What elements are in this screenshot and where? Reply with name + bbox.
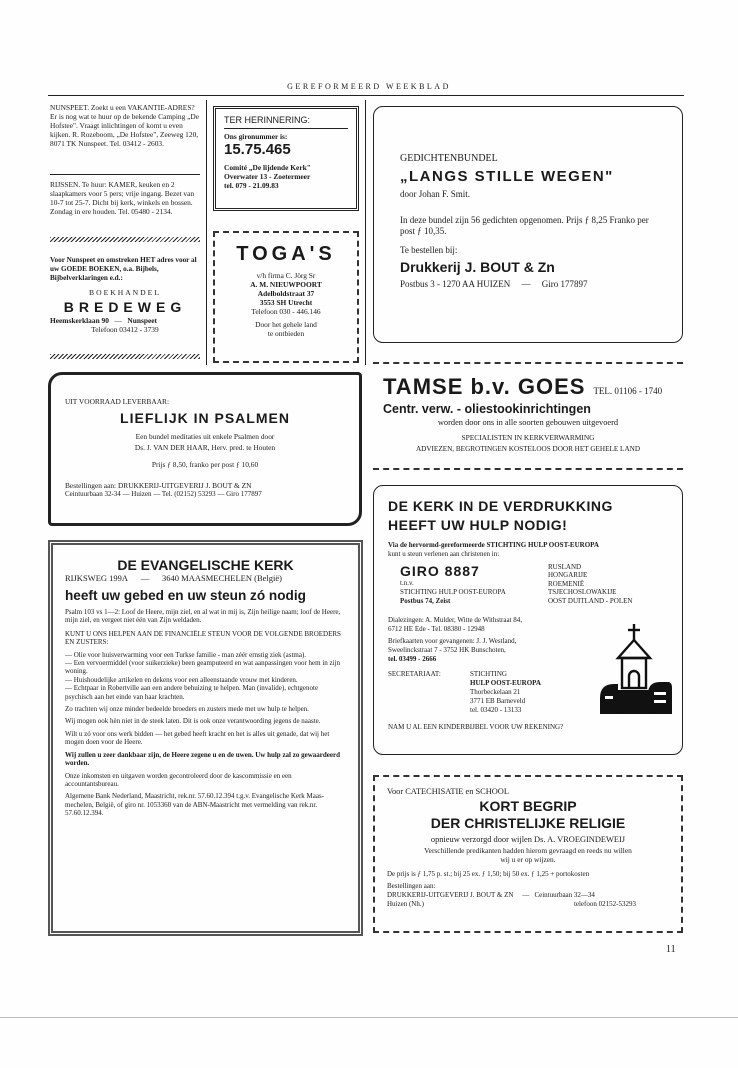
gedichten-address: Postbus 3 - 1270 AA HUIZEN <box>400 279 511 289</box>
header-rule <box>48 95 684 96</box>
gedichten-author: door Johan F. Smit. <box>400 189 471 199</box>
bredeweg-dash: — <box>114 316 122 325</box>
togas-title: TOGA'S <box>236 243 336 265</box>
gedichten-dash: — <box>521 279 531 289</box>
evang-p6: Algemene Bank Nederland, Maastricht, rek.nr. 57.60.12.394 t.g.v. Evangelische Kerk Maas-mechelen, België, of giro nr. 1053360 van de ABN-Maastricht met vermelding van rek.nr. 57.60.12.394. <box>65 792 325 818</box>
ad-catechisatie <box>373 775 683 933</box>
gedichten-desc: In deze bundel zijn 56 gedichten opgenomen. Prijs ƒ 8,25 Franko per post ƒ 10,35. <box>400 215 649 236</box>
tamse-line2: worden door ons in alle soorten gebouwen uitgevoerd <box>437 418 619 427</box>
ad-rijssen-text: RIJSSEN. Te huur: KAMER, keuken en 2 slaapkamers voor 5 pers; vrije ingang. Bezet van 10-7 tot 25-7. Dicht bij kerk, winkels en bossen. Zondag in ere houden. Tel. 05480 - 2134. <box>50 180 195 216</box>
togas-line7: te ontbieden <box>267 329 305 338</box>
gedichten-giro: Giro 177897 <box>541 279 588 289</box>
togas-line6: Door het gehele land <box>255 320 317 329</box>
list-item: — Olie voor huisverwarming voor een Turkse familie - man zéér ernstig ziek (astma). <box>65 650 307 659</box>
togas-line3: Adelboldstraat 37 <box>257 289 315 298</box>
tamse-line1: Centr. verw. - oliestookinrichtingen <box>383 402 591 416</box>
psalmen-order1: Bestellingen aan: DRUKKERIJ-UITGEVERIJ J. BOUT & ZN <box>65 481 252 490</box>
togas-line1: v/h firma C. Jörg Sr <box>256 271 316 280</box>
bredeweg-phone: Telefoon 03412 - 3739 <box>91 325 159 334</box>
list-item: — Huishoudelijke artikelen en dekens voor een alleenstaande vrouw met kinderen. <box>65 675 298 684</box>
verdrukking-sec4: 3771 EB Barneveld <box>470 697 526 705</box>
evang-p2: Wij mogen ook hèn niet in de steek laten. Dit is ook onze verantwoording jegens de naaste. <box>65 717 321 726</box>
ad-nunspeet <box>50 103 200 148</box>
verdrukking-dia2: 6712 HE Ede - Tel. 08380 - 12948 <box>388 625 485 633</box>
verdrukking-sec1: STICHTING <box>470 670 507 678</box>
page-header-title: GEREFORMEERD WEEKBLAD <box>287 82 451 91</box>
psalmen-title: LIEFLIJK IN PSALMEN <box>120 410 290 426</box>
verdrukking-sec-block <box>470 670 541 715</box>
zigzag-divider <box>50 237 200 242</box>
tamse-line3: SPECIALISTEN IN KERKVERWARMING <box>461 433 595 442</box>
verdrukking-brief1: Briefkaarten voor gevangenen: J. J. Westland, <box>388 637 517 645</box>
herinnering-line1: Ons gironummer is: <box>224 132 288 141</box>
ad-evangelische <box>48 540 363 936</box>
zigzag-divider <box>50 354 200 359</box>
psalmen-price: Prijs ƒ 8,50, franko per post ƒ 10,60 <box>151 460 259 469</box>
psalmen-order2: Ceintuurbaan 32-34 — Huizen — Tel. (02152) 53293 — Giro 177897 <box>65 490 262 498</box>
verdrukking-sec3: Thorbeckelaan 21 <box>470 688 521 696</box>
psalmen-line1: Een bundel meditaties uit enkele Psalmen door <box>135 432 275 441</box>
verdrukking-intro2: kunt u steun verlenen aan christenen in: <box>388 550 500 558</box>
divider <box>224 128 348 129</box>
togas-line2: A. M. NIEUWPOORT <box>250 280 322 289</box>
tamse-line4: ADVIEZEN, BEGROTINGEN KOSTELOOS DOOR HET GEHELE LAND <box>415 445 641 453</box>
bredeweg-intro: Voor Nunspeet en omstreken HET adres voor al uw GOEDE BOEKEN, o.a. Bijbels, Bijbelverklaringen e.d.: <box>50 256 197 282</box>
verdrukking-tnv: t.n.v. <box>400 579 414 587</box>
ad-rijssen <box>50 180 200 216</box>
verdrukking-brief3: tel. 03499 - 2666 <box>388 655 437 663</box>
verdrukking-footer: NAM U AL EEN KINDERBIJBEL VOOR UW REKENING? <box>388 723 564 731</box>
herinnering-title: TER HERINNERING: <box>224 115 311 125</box>
verdrukking-countries <box>548 563 632 606</box>
ad-bredeweg <box>50 256 200 334</box>
tamse-name: TAMSE b.v. GOES <box>383 374 586 399</box>
list-item: — Een vervoermiddel (voor suikerzieke) been geamputeerd en wat aanpassingen voor hem in zijn woning. <box>65 659 341 676</box>
psalmen-line2: Ds. J. VAN DER HAAR, Herv. pred. te Houten <box>134 443 276 452</box>
cat-price: De prijs is ƒ 1,75 p. st.; bij 25 ex. ƒ 1,50; bij 50 ex. ƒ 1,25 + portokosten <box>387 870 590 878</box>
herinnering-giro: 15.75.465 <box>224 141 291 158</box>
verdrukking-org: STICHTING HULP OOST-EUROPA <box>400 588 506 596</box>
cat-pub: DRUKKERIJ-UITGEVERIJ J. BOUT & ZN <box>387 891 514 899</box>
cat-tel: telefoon 02152-53293 <box>573 900 636 908</box>
ad-togas <box>213 231 359 363</box>
evang-p3: Wilt u zó voor ons werk bidden — het gebed heeft kracht en het is alles uit genade, dat wij het mogen doen voor de Heere. <box>65 729 330 747</box>
ad-herinnering <box>213 106 359 211</box>
cat-line2: Verschillende predikanten hadden hierom gevraagd en reeds nu willen <box>424 846 632 855</box>
list-item: — Echtpaar in Robertville aan een andere behuizing te helpen. Man (invalide), echtgenote psychisch aan het einde van haar krachten. <box>65 684 319 701</box>
verdrukking-title1: DE KERK IN DE VERDRUKKING <box>388 498 613 514</box>
gedichten-label: GEDICHTENBUNDEL <box>400 153 498 164</box>
cat-town: Huizen (Nh.) <box>387 900 424 908</box>
evang-p1: Zo trachten wij onze minder bedeelde broeders en zusters mede met uw hulp te helpen. <box>65 705 309 714</box>
bredeweg-town: Nunspeet <box>127 316 157 325</box>
evang-help: KUNT U ONS HELPEN AAN DE FINANCIËLE STEUN VOOR DE VOLGENDE BROEDERS EN ZUSTERS: <box>65 629 341 647</box>
verdrukking-brief2: Sweelinckstraat 7 - 3752 HK Bunschoten, <box>388 646 506 654</box>
togas-line5: Telefoon 030 - 446.146 <box>251 307 321 316</box>
evang-town: 3640 MAASMECHELEN (België) <box>162 573 282 583</box>
bredeweg-name: BREDEWEG <box>63 299 187 315</box>
herinnering-line2: Comité „De lijdende Kerk" <box>224 163 311 172</box>
togas-line4: 3553 SH Utrecht <box>259 298 313 307</box>
verdrukking-title2: HEEFT UW HULP NODIG! <box>388 517 568 533</box>
country-item: RUSLAND <box>548 563 582 571</box>
evang-dash: — <box>140 573 150 583</box>
evang-p5: Onze inkomsten en uitgaven worden gecontroleerd door de kascommissie en een accountantsbureau. <box>65 771 292 788</box>
country-item: HONGARIJE <box>548 571 588 580</box>
ad-psalmen <box>48 372 362 526</box>
page-edge <box>0 1017 738 1018</box>
ad-gedichten <box>373 106 683 343</box>
bredeweg-label: BOEKHANDEL <box>89 288 161 297</box>
verdrukking-sec2: HULP OOST-EUROPA <box>470 679 541 687</box>
herinnering-line4: tel. 079 - 21.09.83 <box>224 181 279 190</box>
column-divider <box>365 100 366 365</box>
country-item: TSJECHOSLOWAKIJE <box>548 588 617 597</box>
ad-tamse <box>373 362 683 470</box>
country-item: ROEMENIË <box>548 579 585 588</box>
verdrukking-sec-label: SECRETARIAAT: <box>388 670 441 678</box>
evang-list <box>65 651 346 701</box>
divider <box>50 174 200 175</box>
cat-dash: — <box>522 891 530 899</box>
verdrukking-postbus: Postbus 74, Zeist <box>400 597 451 605</box>
verdrukking-giro-row <box>388 563 668 606</box>
cat-addr: Ceintuurbaan 32—34 <box>534 891 595 899</box>
bredeweg-address: Heemskerklaan 90 <box>50 316 109 325</box>
gedichten-order: Te bestellen bij: <box>400 245 458 255</box>
country-item: OOST DUITLAND - POLEN <box>548 596 633 605</box>
tamse-tel: TEL. 01106 - 1740 <box>593 386 663 396</box>
cat-line3: wij u er op wijzen. <box>500 855 556 864</box>
herinnering-line3: Overwater 13 - Zoetermeer <box>224 172 311 181</box>
evang-title: DE EVANGELISCHE KERK <box>117 557 294 573</box>
verdrukking-sec5: tel. 03420 - 13133 <box>470 706 522 714</box>
gedichten-publisher: Drukkerij J. BOUT & Zn <box>400 259 555 275</box>
verdrukking-giro: GIRO 8887 <box>400 563 480 579</box>
cat-title2: DER CHRISTELIJKE RELIGIE <box>430 815 626 831</box>
evang-address: RIJKSWEG 199A <box>65 573 129 583</box>
verdrukking-giro-block <box>388 563 548 606</box>
evang-headline: heeft uw gebed en uw steun zó nodig <box>65 588 306 603</box>
ad-nunspeet-text: NUNSPEET. Zoekt u een VAKANTIE-ADRES? Er is nog wat te huur op de bekende Camping „De Hofstee". Vraagt inlichtingen of komt u even kijken. R. Rozeboom, „De Hofstee", Zeeweg 120, 8071 TK Nunspeet. Tel. 03412 - 2603. <box>50 103 200 148</box>
page-number: 11 <box>666 944 676 955</box>
verdrukking-intro1: Via de hervormd-gereformeerde STICHTING HULP OOST-EUROPA <box>388 541 599 549</box>
psalmen-label: UIT VOORRAAD LEVERBAAR: <box>65 397 170 406</box>
verdrukking-dia1: Dialezingen: A. Mulder, Witte de Withstraat 84, <box>388 616 523 624</box>
column-divider <box>206 100 207 365</box>
gedichten-title: „LANGS STILLE WEGEN" <box>400 168 614 185</box>
cat-line1: opnieuw verzorgd door wijlen Ds. A. VROEGINDEWEIJ <box>430 835 626 844</box>
evang-p4: Wij zullen u zeer dankbaar zijn, de Heere zegene u en de uwen. Uw hulp zal zo gewaardeerd worden. <box>65 750 340 768</box>
cat-title1: KORT BEGRIP <box>479 798 577 814</box>
evang-psalm: Psalm 103 vs 1—2: Loof de Heere, mijn ziel, en al wat in mij is, Zijn heilige naam; loof de Heere, mijn ziel, en vergeet niet één van Zijn weldaden. <box>65 608 341 625</box>
church-illustration-icon <box>596 620 674 718</box>
cat-order: Bestellingen aan: <box>387 882 436 890</box>
cat-label: Voor CATECHISATIE en SCHOOL <box>387 787 509 796</box>
